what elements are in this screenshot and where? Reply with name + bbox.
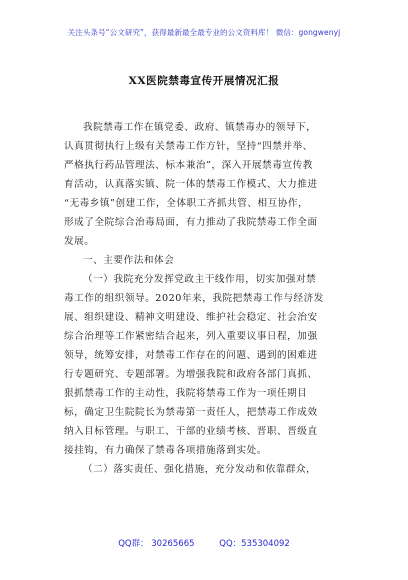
footer-contact — [0, 537, 408, 549]
document-title: XX医院禁毒宣传开展情况汇报 — [128, 75, 280, 87]
document-body — [64, 118, 346, 479]
body-line: 严格执行药品管理法、标本兼治”，深入开展禁毒宣传教 — [64, 160, 313, 171]
body-line: 接挂钩，有力确保了禁毒各项措施落到实处。 — [64, 445, 267, 456]
body-line: 发展。 — [64, 236, 95, 247]
body-line: 一、主要作法和体会 — [83, 255, 175, 266]
body-line: 狠抓禁毒工作的主动性，我院将禁毒工作为一项任期目 — [64, 388, 308, 399]
body-line: 展、组织建设、精神文明建设、维护社会稳定、社会治安 — [64, 312, 318, 323]
body-paragraphs — [64, 118, 346, 479]
body-line: （二）落实责任、强化措施，充分发动和依靠群众， — [83, 464, 317, 475]
body-line: （一）我院充分发挥党政主干线作用，切实加强对禁 — [83, 274, 317, 285]
body-line: 毒工作的组织领导。2020年来，我院把禁毒工作与经济发 — [64, 293, 324, 304]
body-line: 标，确定卫生院院长为禁毒第一责任人，把禁毒工作成效 — [64, 407, 318, 418]
body-line: 领导，统筹安排，对禁毒工作存在的问题、遇到的困难进 — [64, 350, 318, 361]
body-line: 纳入目标管理。与职工、干部的业绩考核、晋职、晋级直 — [64, 426, 318, 437]
body-line: 育活动，认真落实镇、院一体的禁毒工作模式、大力推进 — [64, 179, 318, 190]
body-line: 形成了全院综合治毒局面，有力推动了我院禁毒工作全面 — [64, 217, 318, 228]
qq-group-number: QQ群： 30265665 — [118, 539, 195, 549]
qq-number: QQ：535304092 — [219, 539, 290, 549]
promo-banner: 关注头条号“公文研究”，获得最新最全最专业的公文资料库！ 微信：gongwenyj — [67, 28, 341, 37]
body-line: “无毒乡镇”创建工作，全体职工齐抓共管、相互协作， — [64, 198, 309, 209]
body-line: 我院禁毒工作在镇党委、政府、镇禁毒办的领导下， — [83, 122, 317, 133]
body-line: 综合治理等工作紧密结合起来，列入重要议事日程，加强 — [64, 331, 318, 342]
body-line: 认真贯彻执行上级有关禁毒工作方针，坚持“四禁并举、 — [64, 141, 313, 152]
body-line: 行专题研究、专题部署。为增强我院和政府各部门真抓、 — [64, 369, 318, 380]
